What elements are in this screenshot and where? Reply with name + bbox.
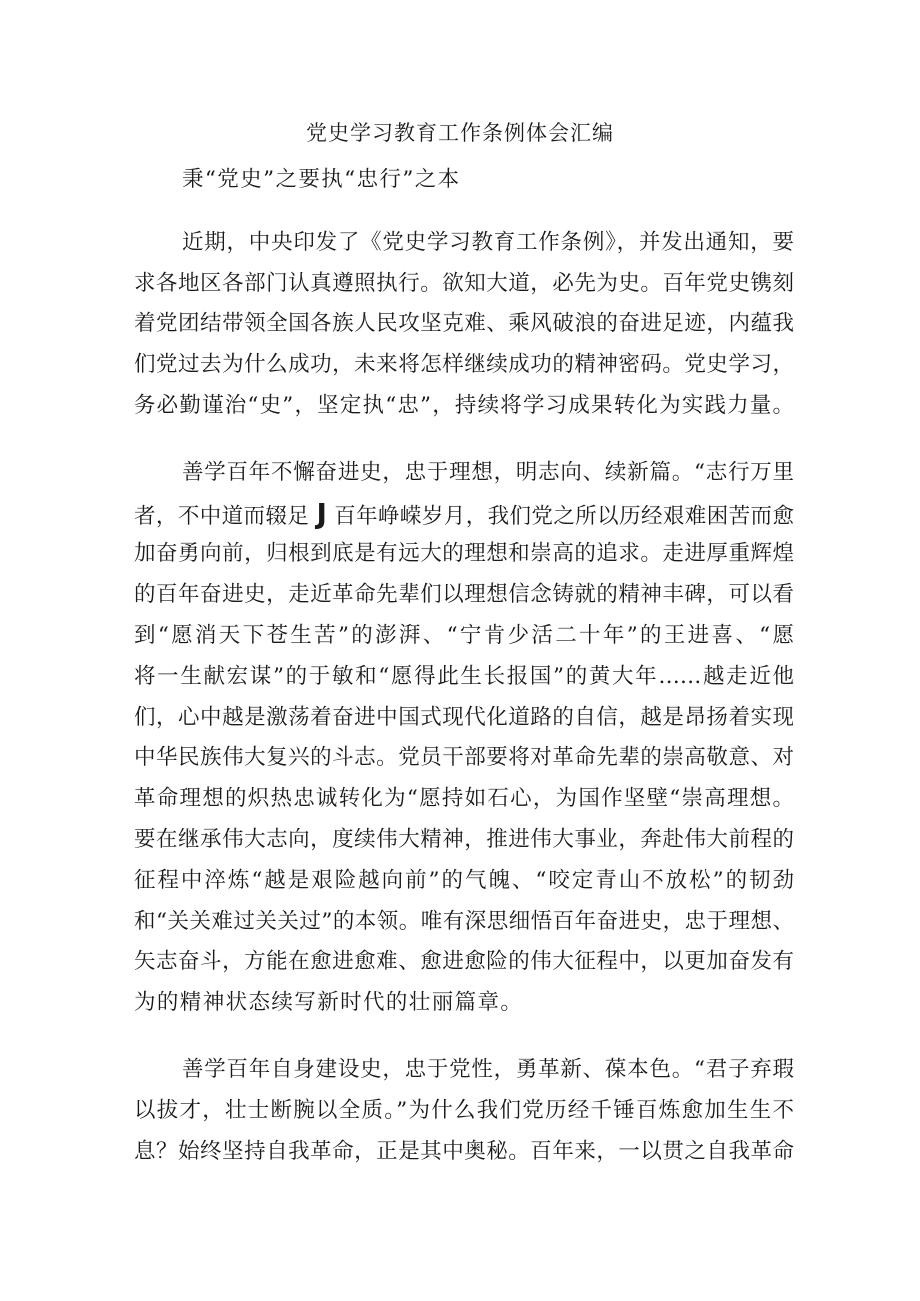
- paragraph-line: 着党团结带领全国各族人民攻坚克难、乘风破浪的奋进足迹，内蕴我: [134, 311, 794, 337]
- paragraph-line: 将一生献宏谋”的于敏和“愿得此生长报国”的黄大年……越走近他: [134, 663, 794, 689]
- paragraph-line: 到“愿消天下苍生苦”的澎湃、“宁肯少活二十年”的王进喜、“愿: [134, 622, 794, 648]
- spacer: [134, 427, 794, 453]
- paragraph-line: 为的精神状态续写新时代的壮丽篇章。: [134, 990, 524, 1016]
- spacer: [134, 1024, 794, 1050]
- paragraph-line: 革命理想的炽热忠诚转化为“愿持如石心，为国作坚壁“崇高理想。: [134, 786, 794, 812]
- spacer: [134, 201, 794, 223]
- paragraph-line: 善学百年不懈奋进史，忠于理想，明志向、续新篇。“志行万里: [182, 459, 794, 485]
- paragraph-3: [134, 1050, 794, 1172]
- paragraph-line: 以拔才，壮士断腕以全质。”为什么我们党历经千锤百炼愈加生生不: [134, 1097, 794, 1123]
- stray-glyph: J: [316, 496, 327, 530]
- paragraph-line: 征程中淬炼“越是艰险越向前”的气魄、“咬定青山不放松”的韧劲: [134, 867, 794, 893]
- section-subtitle: 秉“党史”之要执“忠行”之本: [182, 167, 461, 192]
- paragraph-line: 务必勤谨治“史”，坚定执“忠”，持续将学习成果转化为实践力量。: [134, 392, 794, 418]
- paragraph-line: 息？始终坚持自我革命，正是其中奥秘。百年来，一以贯之自我革命: [134, 1138, 794, 1164]
- paragraph-line: [134, 494, 794, 535]
- paragraph-line: 善学百年自身建设史，忠于党性，勇革新、葆本色。“君子弃瑕: [182, 1056, 794, 1082]
- paragraph-line: 的百年奋进史，走近革命先辈们以理想信念铸就的精神丰碑，可以看: [134, 582, 794, 608]
- paragraph-line: 们，心中越是激荡着奋进中国式现代化道路的自信，越是昂扬着实现: [134, 704, 794, 730]
- document-title: 党史学习教育工作条例体会汇编: [306, 121, 614, 145]
- paragraph-line: 近期，中央印发了《党史学习教育工作条例》，并发出通知，要: [182, 229, 794, 255]
- paragraph-line: 求各地区各部门认真遵照执行。欲知大道，必先为史。百年党史镌刻: [134, 270, 794, 296]
- paragraph-line: 要在继承伟大志向，度续伟大精神，推进伟大事业，奔赴伟大前程的: [134, 826, 794, 852]
- paragraph-line: 加奋勇向前，归根到底是有远大的理想和崇高的追求。走进厚重辉煌: [134, 541, 794, 567]
- line-segment: 百年峥嵘岁月，我们党之所以历经艰难困苦而愈: [334, 503, 794, 529]
- paragraph-line: 和“关关难过关关过”的本领。唯有深思细悟百年奋进史，忠于理想、: [134, 908, 794, 934]
- line-segment: 者，不中道而辍足: [134, 503, 310, 529]
- paragraph-line: 们党过去为什么成功，未来将怎样继续成功的精神密码。党史学习，: [134, 352, 794, 378]
- paragraph-1: [134, 223, 794, 427]
- paragraph-line: 矢志奋斗，方能在愈进愈难、愈进愈险的伟大征程中，以更加奋发有: [134, 949, 794, 975]
- paragraph-line: 中华民族伟大复兴的斗志。党员干部要将对革命先辈的崇高敬意、对: [134, 745, 794, 771]
- paragraph-2: [134, 453, 794, 1024]
- document-body: [134, 160, 794, 1172]
